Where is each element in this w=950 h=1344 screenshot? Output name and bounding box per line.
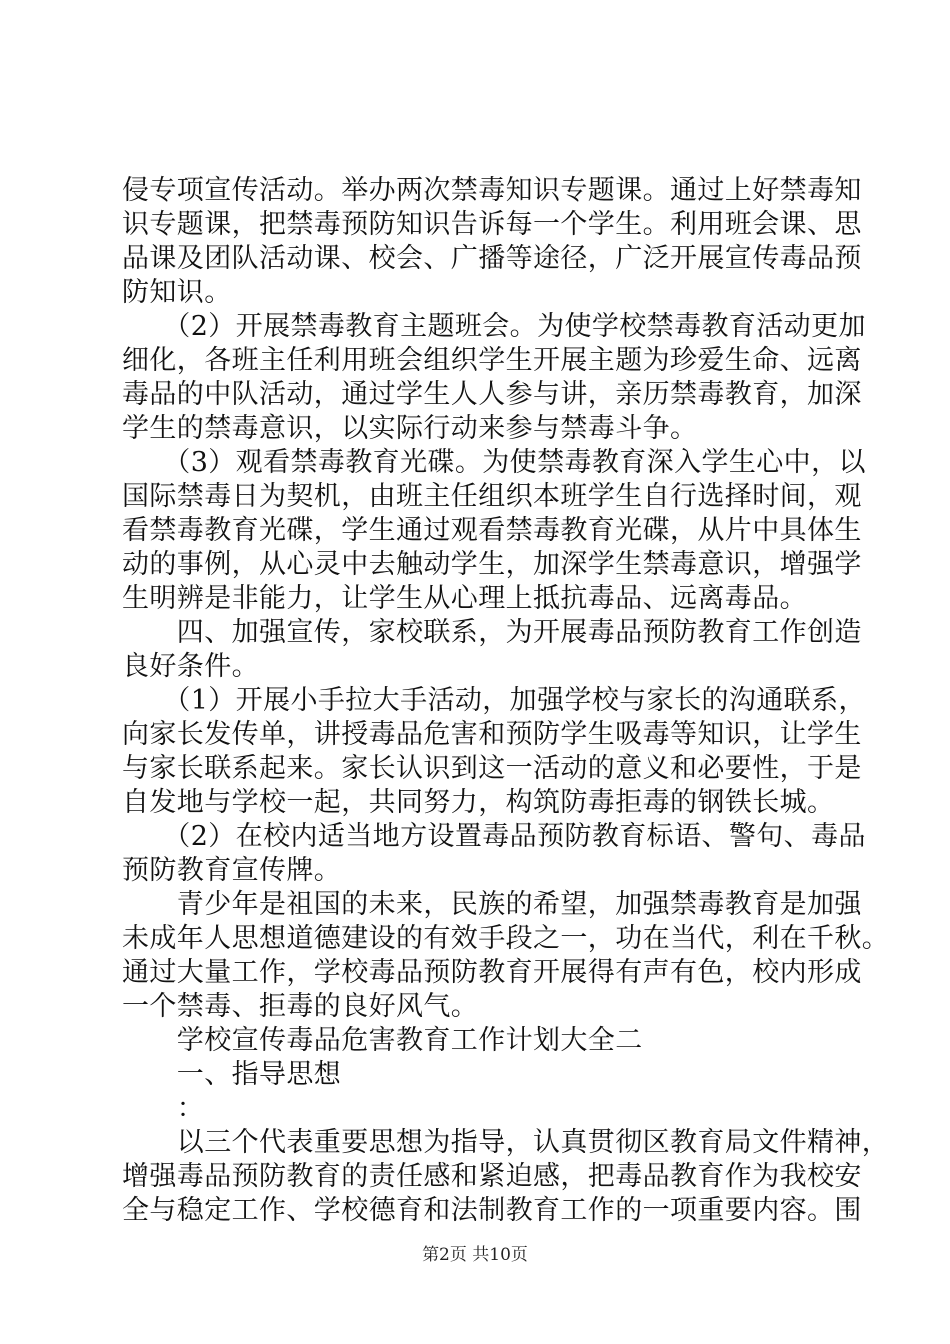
body-line: 青少年是祖国的未来，民族的希望，加强禁毒教育是加强 [122, 889, 862, 920]
body-line: 增强毒品预防教育的责任感和紧迫感，把毒品教育作为我校安 [122, 1161, 862, 1192]
body-line: 自发地与学校一起，共同努力，构筑防毒拒毒的钢铁长城。 [122, 787, 835, 818]
body-line: 侵专项宣传活动。举办两次禁毒知识专题课。通过上好禁毒知 [122, 175, 862, 206]
body-line: 生明辨是非能力，让学生从心理上抵抗毒品、远离毒品。 [122, 583, 807, 614]
body-line: （1）开展小手拉大手活动，加强学校与家长的沟通联系， [122, 685, 866, 716]
body-line: 未成年人思想道德建设的有效手段之一，功在当代，利在千秋。 [122, 923, 890, 954]
section-heading: 学校宣传毒品危害教育工作计划大全二 [122, 1025, 643, 1056]
body-line: （3）观看禁毒教育光碟。为使禁毒教育深入学生心中，以 [122, 447, 866, 478]
section-heading: 一、指导思想 [122, 1059, 342, 1090]
body-line: 细化，各班主任利用班会组织学生开展主题为珍爱生命、远离 [122, 345, 862, 376]
body-line: 良好条件。 [122, 651, 259, 682]
body-line: 动的事例，从心灵中去触动学生，加深学生禁毒意识，增强学 [122, 549, 862, 580]
body-line: 四、加强宣传，家校联系，为开展毒品预防教育工作创造 [122, 617, 862, 648]
body-line: （2）开展禁毒教育主题班会。为使学校禁毒教育活动更加 [122, 311, 866, 342]
body-line: 通过大量工作，学校毒品预防教育开展得有声有色，校内形成 [122, 957, 862, 988]
body-line: （2）在校内适当地方设置毒品预防教育标语、警句、毒品 [122, 821, 866, 852]
body-line: 预防教育宣传牌。 [122, 855, 342, 886]
body-line: 毒品的中队活动，通过学生人人参与讲，亲历禁毒教育，加深 [122, 379, 862, 410]
body-line: 识专题课，把禁毒预防知识告诉每一个学生。利用班会课、思 [122, 209, 862, 240]
body-line: 看禁毒教育光碟，学生通过观看禁毒教育光碟，从片中具体生 [122, 515, 862, 546]
body-line: 国际禁毒日为契机，由班主任组织本班学生自行选择时间，观 [122, 481, 862, 512]
body-line: ： [122, 1093, 205, 1124]
body-line: 以三个代表重要思想为指导，认真贯彻区教育局文件精神， [122, 1127, 890, 1158]
body-line: 一个禁毒、拒毒的良好风气。 [122, 991, 479, 1022]
page-number-footer: 第2页 共10页 [422, 1245, 528, 1265]
body-line: 防知识。 [122, 277, 232, 308]
body-line: 向家长发传单，讲授毒品危害和预防学生吸毒等知识，让学生 [122, 719, 862, 750]
body-line: 学生的禁毒意识，以实际行动来参与禁毒斗争。 [122, 413, 698, 444]
body-line: 品课及团队活动课、校会、广播等途径，广泛开展宣传毒品预 [122, 243, 862, 274]
body-line: 全与稳定工作、学校德育和法制教育工作的一项重要内容。围 [122, 1195, 862, 1226]
body-line: 与家长联系起来。家长认识到这一活动的意义和必要性，于是 [122, 753, 862, 784]
